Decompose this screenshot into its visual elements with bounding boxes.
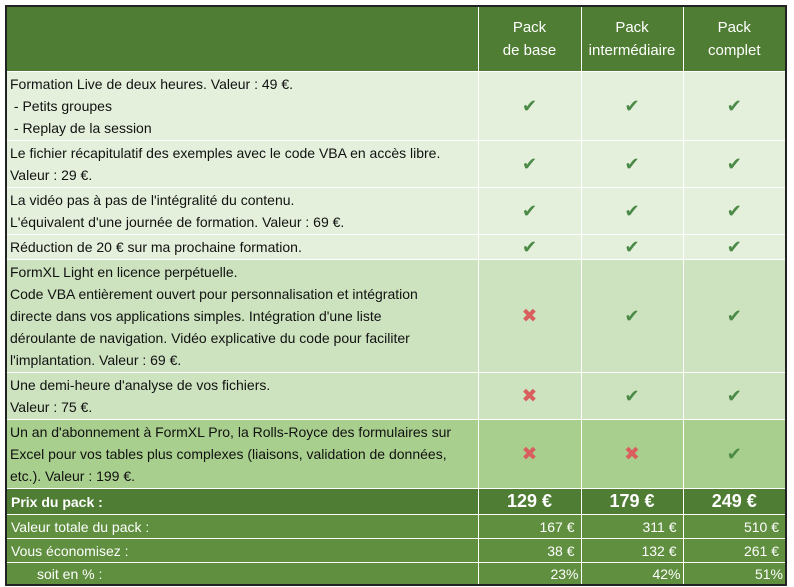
header-pack-de-base bbox=[478, 6, 581, 72]
check-icon: ✔ bbox=[624, 200, 640, 221]
check-icon: ✔ bbox=[726, 305, 742, 326]
price-pack-intermediaire: 179 € bbox=[581, 489, 683, 515]
header-pack-name: complet bbox=[707, 42, 761, 59]
feature-cell-pack-complet bbox=[683, 235, 786, 260]
check-icon: ✔ bbox=[726, 385, 742, 406]
feature-row bbox=[6, 373, 786, 420]
feature-description-line: Code VBA entièrement ouvert pour personnalisation et intégration bbox=[10, 286, 418, 302]
feature-description-line: L'équivalent d'une journée de formation. Valeur : 69 €. bbox=[10, 214, 345, 230]
feature-cell-pack-intermediaire bbox=[581, 72, 683, 141]
check-icon: ✔ bbox=[624, 95, 640, 116]
percent-label: soit en % : bbox=[6, 563, 478, 586]
price-label: Prix du pack : bbox=[6, 489, 478, 515]
check-icon: ✔ bbox=[521, 153, 538, 174]
savings-pack-intermediaire: 132 € bbox=[581, 539, 683, 563]
feature-cell-pack-de-base bbox=[478, 188, 581, 235]
feature-cell-pack-de-base bbox=[478, 260, 581, 373]
header-pack-intermediaire bbox=[581, 6, 683, 72]
feature-description bbox=[6, 260, 478, 373]
feature-description bbox=[6, 373, 478, 420]
total-value-label: Valeur totale du pack : bbox=[6, 515, 478, 539]
check-icon: ✔ bbox=[521, 95, 538, 116]
feature-cell-pack-intermediaire bbox=[581, 420, 683, 489]
cross-icon: ✖ bbox=[624, 443, 640, 465]
feature-description bbox=[6, 72, 478, 141]
total-value-pack-intermediaire: 311 € bbox=[581, 515, 683, 539]
header-pack-complet bbox=[683, 6, 786, 72]
feature-cell-pack-complet bbox=[683, 260, 786, 373]
feature-row bbox=[6, 141, 786, 188]
check-icon: ✔ bbox=[726, 95, 742, 116]
check-icon: ✔ bbox=[624, 385, 640, 406]
feature-description-line: Valeur : 75 €. bbox=[10, 399, 93, 415]
feature-row bbox=[6, 188, 786, 235]
feature-cell-pack-de-base bbox=[478, 373, 581, 420]
check-icon: ✔ bbox=[521, 236, 538, 257]
feature-description-line: Un an d'abonnement à FormXL Pro, la Rolls-Royce des formulaires sur bbox=[10, 424, 452, 440]
feature-cell-pack-intermediaire bbox=[581, 260, 683, 373]
check-icon: ✔ bbox=[726, 200, 742, 221]
check-icon: ✔ bbox=[726, 153, 742, 174]
feature-cell-pack-complet bbox=[683, 420, 786, 489]
feature-cell-pack-de-base bbox=[478, 141, 581, 188]
savings-label: Vous économisez : bbox=[6, 539, 478, 563]
savings-pack-complet: 261 € bbox=[683, 539, 786, 563]
header-pack-name: de base bbox=[502, 42, 557, 59]
feature-cell-pack-complet bbox=[683, 141, 786, 188]
feature-cell-pack-intermediaire bbox=[581, 373, 683, 420]
price-pack-de-base: 129 € bbox=[478, 489, 581, 515]
price-row bbox=[6, 489, 786, 515]
feature-description bbox=[6, 420, 478, 489]
header-row bbox=[6, 6, 786, 72]
feature-description bbox=[6, 141, 478, 188]
feature-cell-pack-intermediaire bbox=[581, 235, 683, 260]
feature-description-line: Une demi-heure d'analyse de vos fichiers. bbox=[10, 377, 271, 393]
feature-cell-pack-intermediaire bbox=[581, 141, 683, 188]
pricing-table bbox=[5, 5, 787, 586]
header-pack-name: intermédiaire bbox=[588, 42, 676, 59]
feature-cell-pack-de-base bbox=[478, 235, 581, 260]
total-value-pack-de-base: 167 € bbox=[478, 515, 581, 539]
feature-description-line: Formation Live de deux heures. Valeur : 49 €. bbox=[10, 76, 294, 92]
header-pack-label: Pack bbox=[512, 19, 547, 36]
feature-description-line: directe dans vos applications simples. Intégration d'une liste bbox=[10, 308, 382, 324]
feature-cell-pack-complet bbox=[683, 72, 786, 141]
check-icon: ✔ bbox=[624, 305, 640, 326]
feature-row bbox=[6, 235, 786, 260]
feature-description-line: Réduction de 20 € sur ma prochaine formation. bbox=[10, 239, 302, 255]
total-value-row bbox=[6, 515, 786, 539]
feature-cell-pack-intermediaire bbox=[581, 188, 683, 235]
feature-description-line: déroulante de navigation. Vidéo explicative du code pour faciliter bbox=[10, 330, 410, 346]
check-icon: ✔ bbox=[624, 153, 640, 174]
feature-cell-pack-complet bbox=[683, 188, 786, 235]
feature-description-line: l'implantation. Valeur : 69 €. bbox=[10, 352, 182, 368]
header-pack-label: Pack bbox=[615, 19, 649, 36]
savings-row bbox=[6, 539, 786, 563]
feature-description-line: La vidéo pas à pas de l'intégralité du contenu. bbox=[10, 192, 295, 208]
percent-row bbox=[6, 563, 786, 586]
header-pack-label: Pack bbox=[717, 19, 751, 36]
check-icon: ✔ bbox=[521, 200, 538, 221]
feature-cell-pack-complet bbox=[683, 373, 786, 420]
check-icon: ✔ bbox=[726, 443, 742, 464]
feature-description bbox=[6, 188, 478, 235]
feature-cell-pack-de-base bbox=[478, 420, 581, 489]
percent-pack-complet: 51% bbox=[683, 563, 786, 586]
feature-description-line: - Petits groupes bbox=[10, 98, 112, 114]
header-empty-cell bbox=[6, 6, 478, 72]
feature-description-line: Valeur : 29 €. bbox=[10, 167, 93, 183]
cross-icon: ✖ bbox=[521, 443, 538, 465]
feature-description-line: - Replay de la session bbox=[10, 120, 152, 136]
check-icon: ✔ bbox=[726, 236, 742, 257]
percent-pack-de-base: 23% bbox=[478, 563, 581, 586]
total-value-pack-complet: 510 € bbox=[683, 515, 786, 539]
pricing-table-container bbox=[5, 5, 785, 586]
check-icon: ✔ bbox=[624, 236, 640, 257]
feature-cell-pack-de-base bbox=[478, 72, 581, 141]
price-pack-complet: 249 € bbox=[683, 489, 786, 515]
cross-icon: ✖ bbox=[521, 385, 538, 407]
feature-description bbox=[6, 235, 478, 260]
feature-description-line: Le fichier récapitulatif des exemples avec le code VBA en accès libre. bbox=[10, 145, 441, 161]
percent-pack-intermediaire: 42% bbox=[581, 563, 683, 586]
feature-rows bbox=[6, 72, 786, 489]
feature-row bbox=[6, 420, 786, 489]
feature-row bbox=[6, 260, 786, 373]
feature-description-line: Excel pour vos tables plus complexes (liaisons, validation de données, bbox=[10, 446, 447, 462]
feature-description-line: etc.). Valeur : 199 €. bbox=[10, 468, 136, 484]
feature-row bbox=[6, 72, 786, 141]
savings-pack-de-base: 38 € bbox=[478, 539, 581, 563]
cross-icon: ✖ bbox=[521, 305, 538, 327]
feature-description-line: FormXL Light en licence perpétuelle. bbox=[10, 264, 238, 280]
